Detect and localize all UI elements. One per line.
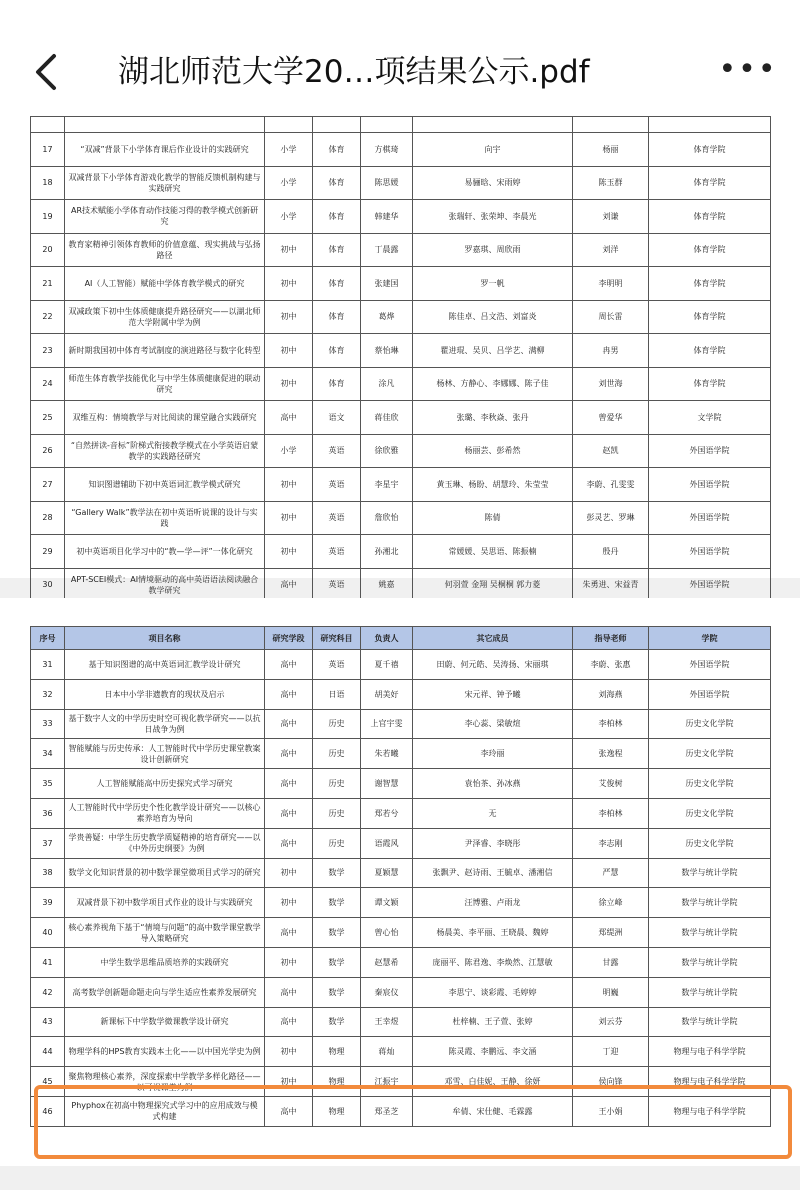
cell-name: “Gallery Walk”教学法在初中英语听说课的设计与实践 — [65, 501, 265, 535]
cell-no: 27 — [31, 468, 65, 502]
cell-leader: 丁晨露 — [361, 233, 413, 267]
cell-subject: 英语 — [313, 468, 361, 502]
cell-college: 物理与电子科学学院 — [649, 1067, 771, 1097]
cell-stage: 高中 — [265, 739, 313, 769]
cell-stage: 初中 — [265, 947, 313, 977]
cell-leader: 胡美好 — [361, 679, 413, 709]
cell-no: 36 — [31, 798, 65, 828]
cell-advisor: 侯向锋 — [573, 1067, 649, 1097]
table-row — [31, 133, 771, 167]
cell-no: 40 — [31, 918, 65, 948]
table-cell — [649, 117, 771, 133]
cell-name: APT-SCEI模式：AI情境驱动的高中英语语法阅读融合教学研究 — [65, 568, 265, 602]
cell-members: 李玲丽 — [413, 739, 573, 769]
cell-members: 易骊晗、宋雨婷 — [413, 166, 573, 200]
col-header-advisor: 指导老师 — [573, 627, 649, 650]
cell-no: 39 — [31, 888, 65, 918]
table-cell — [31, 117, 65, 133]
table-row — [31, 769, 771, 799]
cell-subject: 英语 — [313, 434, 361, 468]
cell-no: 21 — [31, 267, 65, 301]
cell-stage: 初中 — [265, 267, 313, 301]
cell-subject: 英语 — [313, 568, 361, 602]
cell-name: AR技术赋能小学体育动作技能习得的教学模式创新研究 — [65, 200, 265, 234]
cell-name: 知识图谱辅助下初中英语词汇教学模式研究 — [65, 468, 265, 502]
cell-college: 文学院 — [649, 401, 771, 435]
cell-stage: 初中 — [265, 888, 313, 918]
cell-members: 张璐、李秋焱、张丹 — [413, 401, 573, 435]
cell-no: 23 — [31, 334, 65, 368]
cell-college: 外国语学院 — [649, 679, 771, 709]
cell-no: 19 — [31, 200, 65, 234]
cell-name: 双减政策下初中生体质健康提升路径研究——以湖北师范大学附属中学为例 — [65, 300, 265, 334]
cell-stage: 初中 — [265, 1037, 313, 1067]
cell-advisor: 刘世海 — [573, 367, 649, 401]
cell-college: 外国语学院 — [649, 650, 771, 680]
table-row — [31, 267, 771, 301]
cell-leader: 蒋佳欣 — [361, 401, 413, 435]
cell-subject: 英语 — [313, 535, 361, 569]
cell-name: 基于数字人文的中学历史时空可视化教学研究——以抗日战争为例 — [65, 709, 265, 739]
cell-leader: 涂凡 — [361, 367, 413, 401]
cell-stage: 高中 — [265, 769, 313, 799]
cell-members: 常媛媛、吴思语、陈振楠 — [413, 535, 573, 569]
cell-subject: 体育 — [313, 233, 361, 267]
cell-no: 34 — [31, 739, 65, 769]
cell-stage: 初中 — [265, 233, 313, 267]
cell-no: 24 — [31, 367, 65, 401]
table-row — [31, 501, 771, 535]
cell-no: 42 — [31, 977, 65, 1007]
cell-college: 数学与统计学院 — [649, 947, 771, 977]
cell-subject: 历史 — [313, 769, 361, 799]
cell-subject: 体育 — [313, 334, 361, 368]
table-row — [31, 367, 771, 401]
cell-leader: 谢智慧 — [361, 769, 413, 799]
cell-advisor: 杨丽 — [573, 133, 649, 167]
col-header-subject: 研究科目 — [313, 627, 361, 650]
cell-subject: 英语 — [313, 650, 361, 680]
cell-members: 陈佳卓、吕文浩、刘富炎 — [413, 300, 573, 334]
cell-stage: 高中 — [265, 1096, 313, 1126]
col-header-stage: 研究学段 — [265, 627, 313, 650]
cell-subject: 数学 — [313, 1007, 361, 1037]
cell-name: 双维互构：情境教学与对比阅读的课堂融合实践研究 — [65, 401, 265, 435]
cell-advisor: 陈玉群 — [573, 166, 649, 200]
cell-advisor: 冉男 — [573, 334, 649, 368]
cell-leader: 谭文颖 — [361, 888, 413, 918]
cell-advisor: 李柏林 — [573, 798, 649, 828]
cell-advisor: 彭灵艺、罗琳 — [573, 501, 649, 535]
cell-leader: 韩建华 — [361, 200, 413, 234]
cell-advisor: 赵凯 — [573, 434, 649, 468]
cell-stage: 高中 — [265, 679, 313, 709]
cell-college: 体育学院 — [649, 367, 771, 401]
cell-leader: 夏千禧 — [361, 650, 413, 680]
cell-no: 17 — [31, 133, 65, 167]
cell-no: 37 — [31, 828, 65, 858]
cell-college: 数学与统计学院 — [649, 888, 771, 918]
cell-subject: 数学 — [313, 977, 361, 1007]
table-row — [31, 739, 771, 769]
cell-name: 日本中小学非遗教育的现状及启示 — [65, 679, 265, 709]
table-cell — [573, 117, 649, 133]
cell-subject: 历史 — [313, 828, 361, 858]
cell-name: 智能赋能与历史传承：人工智能时代中学历史课堂教案设计创新研究 — [65, 739, 265, 769]
document-title: 湖北师范大学20…项结果公示.pdf — [118, 54, 590, 90]
cell-leader: 徐欣雅 — [361, 434, 413, 468]
cell-advisor: 王小娟 — [573, 1096, 649, 1126]
cell-stage: 高中 — [265, 401, 313, 435]
cell-no: 38 — [31, 858, 65, 888]
cell-college: 历史文化学院 — [649, 798, 771, 828]
table-row — [31, 334, 771, 368]
cell-leader: 郑若兮 — [361, 798, 413, 828]
cell-name: 聚焦物理核心素养，深度探索中学教学多样化路径——以可视课堂为例 — [65, 1067, 265, 1097]
cell-leader: 陈思媛 — [361, 166, 413, 200]
cell-no: 18 — [31, 166, 65, 200]
pdf-page-2[interactable] — [0, 598, 800, 1166]
table-row — [31, 535, 771, 569]
cell-subject: 日语 — [313, 679, 361, 709]
cell-no: 45 — [31, 1067, 65, 1097]
cell-stage: 高中 — [265, 709, 313, 739]
cell-leader: 詹欣怡 — [361, 501, 413, 535]
cell-members: 尹泽睿、李晓彤 — [413, 828, 573, 858]
results-table-page-1 — [30, 116, 771, 602]
cell-advisor: 郑缇洲 — [573, 918, 649, 948]
cell-members: 杨丽芸、彭希然 — [413, 434, 573, 468]
cell-members: 向宇 — [413, 133, 573, 167]
cell-members: 袁怡茶、孙冰燕 — [413, 769, 573, 799]
cell-no: 44 — [31, 1037, 65, 1067]
cell-stage: 初中 — [265, 334, 313, 368]
cell-leader: 张建国 — [361, 267, 413, 301]
cell-leader: 孙湘北 — [361, 535, 413, 569]
col-header-members: 其它成员 — [413, 627, 573, 650]
cell-members: 杨林、方静心、李娜娜、陈子佳 — [413, 367, 573, 401]
table-row — [31, 233, 771, 267]
cell-stage: 小学 — [265, 434, 313, 468]
cell-no: 43 — [31, 1007, 65, 1037]
cell-leader: 上官宇雯 — [361, 709, 413, 739]
table-row-partial — [31, 117, 771, 133]
table-row — [31, 401, 771, 435]
cell-subject: 体育 — [313, 300, 361, 334]
table-row — [31, 568, 771, 602]
cell-subject: 物理 — [313, 1067, 361, 1097]
cell-name: “双减”背景下小学体育课后作业设计的实践研究 — [65, 133, 265, 167]
cell-name: 人工智能赋能高中历史探究式学习研究 — [65, 769, 265, 799]
cell-college: 体育学院 — [649, 334, 771, 368]
cell-advisor: 李蔚、张惠 — [573, 650, 649, 680]
cell-advisor: 丁迎 — [573, 1037, 649, 1067]
cell-members: 张瑞轩、张荣坤、李晨光 — [413, 200, 573, 234]
cell-members: 无 — [413, 798, 573, 828]
cell-members: 汪博雅、卢雨龙 — [413, 888, 573, 918]
cell-advisor: 李明明 — [573, 267, 649, 301]
col-header-name: 项目名称 — [65, 627, 265, 650]
cell-college: 物理与电子科学学院 — [649, 1037, 771, 1067]
cell-advisor: 刘云芬 — [573, 1007, 649, 1037]
cell-stage: 高中 — [265, 650, 313, 680]
cell-members: 牟倩、宋仕健、毛霖露 — [413, 1096, 573, 1126]
cell-college: 体育学院 — [649, 200, 771, 234]
cell-advisor: 艾俊树 — [573, 769, 649, 799]
cell-name: 教育家精神引领体育教师的价值意蕴、现实挑战与弘扬路径 — [65, 233, 265, 267]
table-cell — [65, 117, 265, 133]
cell-name: 学贵善疑：中学生历史教学质疑精神的培育研究——以《中外历史纲要》为例 — [65, 828, 265, 858]
cell-stage: 初中 — [265, 367, 313, 401]
table-cell — [361, 117, 413, 133]
cell-stage: 小学 — [265, 200, 313, 234]
cell-leader: 姚嘉 — [361, 568, 413, 602]
cell-advisor: 李柏林 — [573, 709, 649, 739]
cell-college: 外国语学院 — [649, 535, 771, 569]
cell-college: 历史文化学院 — [649, 769, 771, 799]
pdf-page-1[interactable] — [0, 128, 800, 595]
cell-name: 新课标下中学数学微课教学设计研究 — [65, 1007, 265, 1037]
cell-advisor: 甘露 — [573, 947, 649, 977]
cell-subject: 英语 — [313, 501, 361, 535]
cell-leader: 曾心怡 — [361, 918, 413, 948]
cell-college: 体育学院 — [649, 300, 771, 334]
cell-college: 体育学院 — [649, 166, 771, 200]
cell-leader: 朱若曦 — [361, 739, 413, 769]
cell-name: 初中英语项目化学习中的“教—学—评”一体化研究 — [65, 535, 265, 569]
cell-college: 外国语学院 — [649, 468, 771, 502]
cell-college: 历史文化学院 — [649, 739, 771, 769]
cell-subject: 历史 — [313, 798, 361, 828]
cell-no: 30 — [31, 568, 65, 602]
cell-advisor: 周长雷 — [573, 300, 649, 334]
cell-no: 22 — [31, 300, 65, 334]
cell-name: 核心素养视角下基于“情境与问题”的高中数学课堂教学导入策略研究 — [65, 918, 265, 948]
table-header-row — [31, 627, 771, 650]
cell-college: 数学与统计学院 — [649, 918, 771, 948]
cell-leader: 王幸煜 — [361, 1007, 413, 1037]
cell-advisor: 曾爱华 — [573, 401, 649, 435]
cell-no: 25 — [31, 401, 65, 435]
cell-advisor: 严慧 — [573, 858, 649, 888]
cell-subject: 数学 — [313, 858, 361, 888]
cell-leader: 语霞风 — [361, 828, 413, 858]
cell-members: 李思宁、谈彩霞、毛婷婷 — [413, 977, 573, 1007]
cell-members: 罗嘉琪、周欣雨 — [413, 233, 573, 267]
cell-name: 高考数学创新题命题走向与学生适应性素养发展研究 — [65, 977, 265, 1007]
cell-members: 罗一帆 — [413, 267, 573, 301]
cell-subject: 语文 — [313, 401, 361, 435]
cell-advisor: 刘洋 — [573, 233, 649, 267]
cell-members: 李心蕊、梁敏煊 — [413, 709, 573, 739]
cell-leader: 蒋灿 — [361, 1037, 413, 1067]
cell-subject: 历史 — [313, 739, 361, 769]
cell-members: 宋元祥、钟予曦 — [413, 679, 573, 709]
table-row — [31, 166, 771, 200]
cell-stage: 高中 — [265, 977, 313, 1007]
table-row — [31, 1007, 771, 1037]
cell-name: 双减背景下初中数学项目式作业的设计与实践研究 — [65, 888, 265, 918]
cell-leader: 葛烨 — [361, 300, 413, 334]
cell-name: “自然拼读-音标”阶梯式衔接教学模式在小学英语启蒙教学的实践路径研究 — [65, 434, 265, 468]
table-row — [31, 947, 771, 977]
cell-college: 体育学院 — [649, 133, 771, 167]
results-table-page-2 — [30, 626, 771, 1127]
cell-advisor: 张逸程 — [573, 739, 649, 769]
cell-no: 20 — [31, 233, 65, 267]
cell-advisor: 李蔚、孔雯雯 — [573, 468, 649, 502]
cell-subject: 物理 — [313, 1096, 361, 1126]
cell-stage: 初中 — [265, 1067, 313, 1097]
col-header-no: 序号 — [31, 627, 65, 650]
table-row — [31, 858, 771, 888]
cell-college: 数学与统计学院 — [649, 858, 771, 888]
cell-stage: 初中 — [265, 858, 313, 888]
cell-stage: 初中 — [265, 300, 313, 334]
cell-subject: 数学 — [313, 918, 361, 948]
table-row — [31, 679, 771, 709]
col-header-college: 学院 — [649, 627, 771, 650]
cell-leader: 江振宇 — [361, 1067, 413, 1097]
chevron-left-icon — [28, 50, 68, 94]
cell-members: 邓雪、白佳妮、王静、徐妍 — [413, 1067, 573, 1097]
cell-stage: 小学 — [265, 133, 313, 167]
cell-advisor: 明巍 — [573, 977, 649, 1007]
cell-stage: 高中 — [265, 1007, 313, 1037]
table-row — [31, 918, 771, 948]
cell-members: 黄玉琳、杨盼、胡慧玲、朱莹莹 — [413, 468, 573, 502]
cell-leader: 蔡怡琳 — [361, 334, 413, 368]
cell-leader: 郑圣芝 — [361, 1096, 413, 1126]
cell-stage: 初中 — [265, 468, 313, 502]
cell-stage: 初中 — [265, 535, 313, 569]
cell-subject: 体育 — [313, 367, 361, 401]
cell-name: 人工智能时代中学历史个性化教学设计研究——以核心素养培育为导向 — [65, 798, 265, 828]
table-row — [31, 300, 771, 334]
cell-name: AI（人工智能）赋能中学体育教学模式的研究 — [65, 267, 265, 301]
back-button[interactable] — [28, 50, 68, 94]
cell-leader: 李星宇 — [361, 468, 413, 502]
cell-stage: 小学 — [265, 166, 313, 200]
cell-no: 32 — [31, 679, 65, 709]
cell-name: 双减背景下小学体育游戏化教学的智能反馈机制构建与实践研究 — [65, 166, 265, 200]
cell-no: 29 — [31, 535, 65, 569]
cell-advisor: 刘谦 — [573, 200, 649, 234]
cell-members: 庞丽平、陈君逸、李焕然、江慧敏 — [413, 947, 573, 977]
top-bar — [0, 0, 800, 128]
cell-name: 新时期我国初中体育考试制度的演进路径与数字化转型 — [65, 334, 265, 368]
cell-members: 瞿进琨、吴贝、吕学艺、满柳 — [413, 334, 573, 368]
cell-college: 历史文化学院 — [649, 828, 771, 858]
table-row — [31, 434, 771, 468]
cell-no: 35 — [31, 769, 65, 799]
table-row — [31, 1067, 771, 1097]
cell-college: 体育学院 — [649, 233, 771, 267]
cell-members: 陈倩 — [413, 501, 573, 535]
cell-leader: 夏颖慧 — [361, 858, 413, 888]
cell-no: 28 — [31, 501, 65, 535]
cell-members: 杜梓楠、王子萱、张婷 — [413, 1007, 573, 1037]
cell-members: 杨晨美、李平丽、王晓晨、魏婷 — [413, 918, 573, 948]
cell-leader: 赵慧希 — [361, 947, 413, 977]
table-row — [31, 200, 771, 234]
table-row — [31, 1037, 771, 1067]
table-row — [31, 977, 771, 1007]
cell-subject: 体育 — [313, 133, 361, 167]
cell-stage: 高中 — [265, 568, 313, 602]
cell-subject: 物理 — [313, 1037, 361, 1067]
table-row — [31, 709, 771, 739]
cell-college: 物理与电子科学学院 — [649, 1096, 771, 1126]
cell-subject: 体育 — [313, 200, 361, 234]
cell-members: 张飘尹、赵诗雨、王毓卓、潘湘信 — [413, 858, 573, 888]
cell-stage: 高中 — [265, 828, 313, 858]
cell-college: 外国语学院 — [649, 434, 771, 468]
table-row — [31, 888, 771, 918]
cell-leader: 方棋琦 — [361, 133, 413, 167]
cell-college: 体育学院 — [649, 267, 771, 301]
col-header-leader: 负责人 — [361, 627, 413, 650]
table-row — [31, 798, 771, 828]
more-options-button[interactable] — [718, 52, 778, 88]
cell-stage: 初中 — [265, 501, 313, 535]
table-cell — [413, 117, 573, 133]
cell-college: 数学与统计学院 — [649, 977, 771, 1007]
table-row — [31, 828, 771, 858]
cell-college: 历史文化学院 — [649, 709, 771, 739]
cell-subject: 历史 — [313, 709, 361, 739]
table-cell — [265, 117, 313, 133]
cell-advisor: 李志刚 — [573, 828, 649, 858]
cell-subject: 数学 — [313, 888, 361, 918]
table-cell — [313, 117, 361, 133]
cell-no: 31 — [31, 650, 65, 680]
cell-members: 陈灵霞、李鹏远、李文涵 — [413, 1037, 573, 1067]
cell-advisor: 刘海燕 — [573, 679, 649, 709]
cell-subject: 体育 — [313, 267, 361, 301]
cell-no: 26 — [31, 434, 65, 468]
cell-stage: 高中 — [265, 918, 313, 948]
table-row — [31, 468, 771, 502]
cell-stage: 高中 — [265, 798, 313, 828]
cell-advisor: 朱勇进、宋益青 — [573, 568, 649, 602]
cell-advisor: 徐立峰 — [573, 888, 649, 918]
cell-leader: 秦宸仪 — [361, 977, 413, 1007]
cell-no: 46 — [31, 1096, 65, 1126]
cell-college: 数学与统计学院 — [649, 1007, 771, 1037]
cell-subject: 体育 — [313, 166, 361, 200]
more-dots-icon: ••• — [718, 52, 778, 87]
cell-name: 物理学科的HPS教育实践本土化——以中国光学史为例 — [65, 1037, 265, 1067]
cell-members: 何羽萱 金翔 吴桐桐 郭力菱 — [413, 568, 573, 602]
cell-name: 师范生体育教学技能优化与中学生体质健康促进的联动研究 — [65, 367, 265, 401]
cell-advisor: 殷丹 — [573, 535, 649, 569]
table-row — [31, 650, 771, 680]
cell-no: 41 — [31, 947, 65, 977]
cell-members: 田蔚、何元皓、吴涛扬、宋丽琪 — [413, 650, 573, 680]
table-row — [31, 1096, 771, 1126]
cell-name: 基于知识图谱的高中英语词汇教学设计研究 — [65, 650, 265, 680]
cell-name: 数学文化知识背景的初中数学课堂微项目式学习的研究 — [65, 858, 265, 888]
cell-subject: 数学 — [313, 947, 361, 977]
cell-college: 外国语学院 — [649, 501, 771, 535]
cell-no: 33 — [31, 709, 65, 739]
cell-name: 中学生数学思维品质培养的实践研究 — [65, 947, 265, 977]
cell-name: Phyphox在初高中物理探究式学习中的应用成效与模式构建 — [65, 1096, 265, 1126]
cell-college: 外国语学院 — [649, 568, 771, 602]
